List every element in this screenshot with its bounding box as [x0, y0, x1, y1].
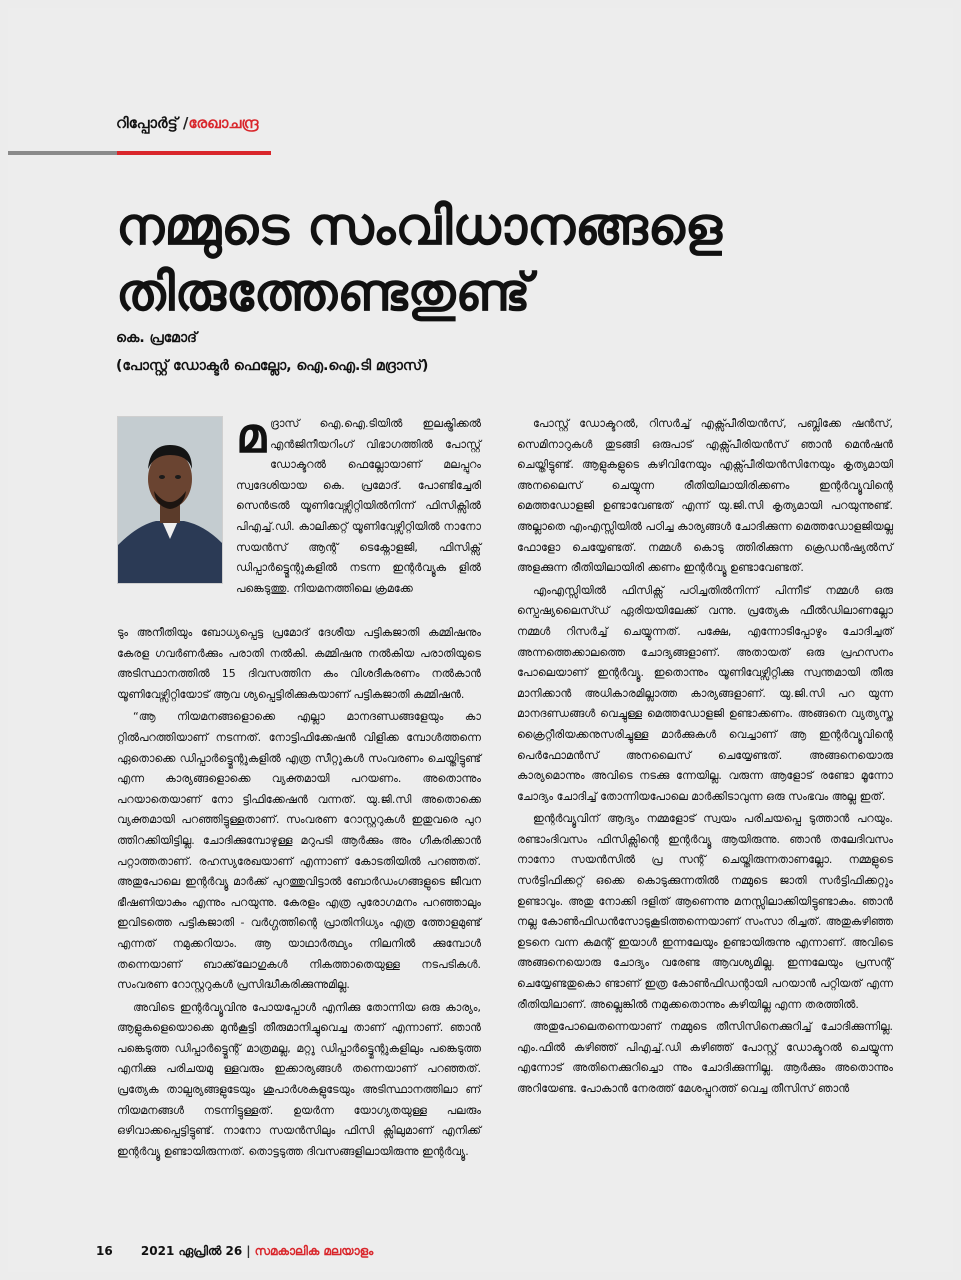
author-affiliation: (പോസ്റ്റ് ഡോക്ടര്‍ ഫെല്ലോ, ഐ.ഐ.ടി മദ്രാസ്)	[116, 358, 429, 374]
paragraph: “ആ നിയമനങ്ങളൊക്കെ എല്ലാ മാനദണ്ഡങ്ങളേയും കാ റ്റില്‍പറത്തിയാണ് നടന്നത്. നോട്ടിഫിക്കേഷന്‍ വിളിക്ക മ്പോള്‍ത്തന്നെ ഏതൊക്കെ ഡിപ്പാര്‍ട്ട്മെന്റുകളില്‍ എത്ര സീറ്റുകള്‍ സംവരണം ചെയ്തിട്ടുണ്ട് എന്ന കാര്യങ്ങളൊക്കെ വ്യക്തമായി പറയണം. അതൊന്നും പറയാതെയാണ് നോ ട്ടിഫിക്കേഷന്‍ വന്നത്. യു.ജി.സി അതൊക്കെ വ്യക്തമായി പറഞ്ഞിട്ടുള്ളതാണ്. സംവരണ റോസ്റ്ററുകള്‍ ഇതുവരെ പുറ ത്തിറക്കിയിട്ടില്ല. ചോദിക്കുമ്പോഴുള്ള മറുപടി ആര്‍ക്കും അം ഗീകരിക്കാന്‍ പറ്റാത്തതാണ്. രഹസ്യരേഖയാണ് എന്നാണ് കോടതിയില്‍ പറഞ്ഞത്. അതുപോലെ ഇന്റര്‍വ്യൂ മാര്‍ക്ക് പുറത്തുവിട്ടാല്‍ ബോര്‍ഡംഗങ്ങളുടെ ജീവന ഭീഷണിയാകും എന്നും പറയുന്നു. കേരളം എത്ര പുരോഗമനം പറഞ്ഞാലും ഇവിടത്തെ പട്ടികജാതി - വര്‍ഗ്ഗത്തിന്റെ പ്രാതിനിധ്യം എത്ര ത്തോളമുണ്ട് എന്നത് നമുക്കറിയാം. ആ യാഥാര്‍ത്ഥ്യം നിലനില്‍ ക്കുമ്പോള്‍ തന്നെയാണ് ബാക്ക്‌ലോഗുകള്‍ നികത്താതെയുള്ള നടപടികള്‍. സംവരണ റോസ്റ്ററുകള്‍ പ്രസിദ്ധീകരിക്കുന്നുമില്ല.	[117, 710, 481, 992]
article-column-intro	[236, 408, 481, 599]
section-rubric	[116, 114, 258, 132]
subsection-label: രേഖാചന്ദ്ര	[188, 114, 259, 132]
drop-cap: മ	[236, 408, 267, 464]
rubric-rule-red	[117, 151, 271, 155]
page-number: 16	[96, 1244, 113, 1258]
headline-line-1: നമ്മുടെ സംവിധാനങ്ങളെ	[116, 197, 722, 257]
paragraph: അതുപോലെതന്നെയാണ് നമ്മുടെ തീസിസിനെക്കുറിച്ച് ചോദിക്കുന്നില്ല. എം.ഫില്‍ കഴിഞ്ഞ് പിഎച്ച്.ഡി കഴിഞ്ഞ് പോസ്റ്റ് ഡോക്ടറല്‍ ചെയ്യുന്ന എന്നോട് അതിനെക്കുറിച്ചൊ ന്നും ചോദിക്കുന്നില്ല. ആര്‍ക്കും അതൊന്നും അറിയേണ്ട. പോകാന്‍ നേരത്ത് മേശപ്പുറത്ത് വെച്ച തീസിസ് ഞാന്‍	[517, 1020, 893, 1095]
publication-name: സമകാലിക മലയാളം	[254, 1244, 374, 1258]
headline-line-2: തിരുത്തേണ്ടതുണ്ട്	[116, 263, 531, 323]
section-label: റിപ്പോര്‍ട്ട്	[116, 114, 178, 132]
rubric-rule-gray	[8, 151, 117, 155]
article-column-left	[117, 623, 481, 1164]
paragraph: എംഎസ്സിയില്‍ ഫിസിക്സ് പഠിച്ചതില്‍നിന്ന് പിന്നീട് നമ്മള്‍ ഒരു സ്പെഷ്യലൈസ്ഡ് ഏരിയയിലേക്ക് വന്നു. പ്രത്യേക ഫീല്‍ഡിലാണല്ലോ നമ്മള്‍ റിസര്‍ച്ച് ചെയ്യുന്നത്. പക്ഷേ, എന്നോടിപ്പോഴും ചോദിച്ചത് അന്നത്തെക്കാലത്തെ ചോദ്യങ്ങളാണ്. അതായത് ഒരു പ്രഹസനം പോലെയാണ് ഇന്റര്‍വ്യൂ. ഇതൊന്നും യൂണിവേഴ്സിറ്റിക്കു സ്വന്തമായി തീരു മാനിക്കാന്‍ അധികാരമില്ലാത്ത കാര്യങ്ങളാണ്. യു.ജി.സി പറ യുന്ന മാനദണ്ഡങ്ങള്‍ വെച്ചുള്ള മെത്തഡോളജി ഉണ്ടാക്കണം. അങ്ങനെ വ്യത്യസ്ത ക്രൈറ്റീരിയക്കനുസരിച്ചുള്ള മാര്‍ക്കുകള്‍ വെച്ചാണ് ആ ഇന്റര്‍വ്യൂവിന്റെ പെര്‍ഫോമന്‍സ് അനലൈസ് ചെയ്യേണ്ടത്. അങ്ങനെയൊരു കാര്യമൊന്നും അവിടെ നടക്കു ന്നേയില്ല. വരുന്ന ആളോട് രണ്ടോ മൂന്നോ ചോദ്യം ചോദിച്ച് തോന്നിയപോലെ മാര്‍ക്കിടാവുന്ന ഒരു സംഭവം അല്ല ഇത്.	[517, 583, 893, 803]
paragraph: പോസ്റ്റ് ഡോക്ടറല്‍, റിസര്‍ച്ച് എക്സ്പീരിയന്‍സ്, പബ്ലിക്കേ ഷന്‍സ്, സെമിനാറുകള്‍ തുടങ്ങി ഒരുപാട് എക്സ്പീരിയന്‍സ് ഞാന്‍ മെന്‍ഷന്‍ ചെയ്തിട്ടുണ്ട്. ആളുകളുടെ കഴിവിനേയും എക്സ്പീരിയന്‍സിനേയും കൃത്യമായി അനലൈസ് ചെയ്യുന്ന രീതിയിലായിരിക്കണം ഇന്റര്‍വ്യൂവിന്റെ മെത്തഡോളജി ഉണ്ടാവേണ്ടത് എന്ന് യു.ജി.സി കൃത്യമായി പറയുന്നുണ്ട്. അല്ലാതെ എംഎസ്സിയില്‍ പഠിച്ച കാര്യങ്ങള്‍ ചോദിക്കുന്ന മെത്തഡോളജിയല്ല ഫോളോ ചെയ്യേണ്ടത്. നമ്മള്‍ കൊടു ത്തിരിക്കുന്ന ക്രെഡന്‍ഷ്യല്‍സ് അളക്കുന്ന രീതിയിലായിരി ക്കണം ഇന്റര്‍വ്യൂ ഉണ്ടാവേണ്ടത്.	[517, 417, 893, 575]
rubric-separator: /	[182, 114, 189, 132]
footer-separator: |	[246, 1244, 251, 1258]
paragraph: അവിടെ ഇന്റര്‍വ്യൂവിനു പോയപ്പോള്‍ എനിക്കു തോന്നിയ ഒരു കാര്യം, ആളുകളെയൊക്കെ മുന്‍കൂട്ടി തീരുമാനിച്ചുവെച്ച താണ് എന്നാണ്. ഞാന്‍ പങ്കെടുത്ത ഡിപ്പാര്‍ട്ട്മെന്റ് മാത്രമല്ല, മറ്റു ഡിപ്പാര്‍ട്ട്മെന്റുകളിലും പങ്കെടുത്ത എനിക്കു പരിചയമു ള്ളവരും ഇക്കാര്യങ്ങള്‍ തന്നെയാണ് പറഞ്ഞത്. പ്രത്യേക താല്പര്യങ്ങളുടേയും ശുപാര്‍ശകളുടേയും അടിസ്ഥാനത്തിലാ ണ് നിയമനങ്ങള്‍ നടന്നിട്ടുള്ളത്. ഉയര്‍ന്ന യോഗ്യതയുള്ള പലരും ഒഴിവാക്കപ്പെട്ടിട്ടുണ്ട്. നാനോ സയന്‍സിലും ഫിസി ക്സിലുമാണ് എനിക്ക് ഇന്റര്‍വ്യൂ ഉണ്ടായിരുന്നത്. തൊട്ടടുത്ത ദിവസങ്ങളിലായിരുന്നു ഇന്റര്‍വ്യൂ.	[117, 1000, 481, 1158]
article-headline	[116, 194, 876, 326]
paragraph: ടും അനീതിയും ബോധ്യപ്പെട്ട പ്രമോദ് ദേശീയ പട്ടികജാതി കമ്മിഷനും കേരള ഗവര്‍ണര്‍ക്കും പരാതി നല്‍കി. കമ്മിഷനു നല്‍കിയ പരാതിയുടെ അടിസ്ഥാനത്തില്‍ 15 ദിവസത്തിന കം വിശദീകരണം നല്‍കാന്‍ യൂണിവേഴ്സിറ്റിയോട് ആവ ശ്യപ്പെട്ടിരിക്കുകയാണ് പട്ടികജാതി കമ്മിഷന്‍.	[117, 626, 481, 701]
page-footer	[96, 1244, 373, 1259]
author-photo	[117, 416, 223, 584]
magazine-page	[8, 8, 953, 1272]
author-name: കെ. പ്രമോദ്	[116, 330, 197, 346]
issue-date: 2021 ഏപ്രില്‍ 26	[140, 1244, 243, 1258]
article-column-right	[517, 414, 893, 1102]
portrait-illustration	[118, 417, 222, 583]
paragraph: ഇന്റര്‍വ്യൂവിന് ആദ്യം നമ്മളോട് സ്വയം പരിചയപ്പെ ടുത്താന്‍ പറയും. രണ്ടാംദിവസം ഫിസിക്സിന്റെ ഇന്റര്‍വ്യൂ ആയിരുന്നു. ഞാന്‍ തലേദിവസം നാനോ സയന്‍സില്‍ പ്ര സന്റ് ചെയ്തിരുന്നതാണല്ലോ. നമ്മളുടെ സര്‍ട്ടിഫിക്കറ്റ് ഒക്കെ കൊടുക്കുന്നതില്‍ നമ്മുടെ ജാതി സര്‍ട്ടിഫിക്കറ്റും ഉണ്ടാവും. അതു നോക്കി ദളിത് ആണെന്നു മനസ്സിലാക്കിയിട്ടുണ്ടാകും. ഞാന്‍ നല്ല കോണ്‍ഫിഡന്‍സോടുകൂടിത്തന്നെയാണ് സംസാ രിച്ചത്. അതുകഴിഞ്ഞ ഉടനെ വന്ന കമന്റ് ഇയാള്‍ ഇന്നലേയും ഉണ്ടായിരുന്നു എന്നാണ്. അവിടെ അങ്ങനെയൊരു ചോദ്യം വരേണ്ട ആവശ്യമില്ല. ഇന്നലേയും പ്രസന്റ് ചെയ്യേണ്ടതുകൊ ണ്ടാണ് ഇത്ര കോണ്‍ഫിഡന്റായി പറയാന്‍ പറ്റിയത് എന്ന രീതിയിലാണ്. അല്ലെങ്കില്‍ നമുക്കതൊന്നും കഴിയില്ല എന്ന തരത്തില്‍.	[517, 812, 893, 1011]
intro-text: ദ്രാസ് ഐ.ഐ.ടിയില്‍ ഇലക്ട്രിക്കല്‍ എന്‍ജിനീയറിംഗ് വിഭാഗത്തില്‍ പോസ്റ്റ് ഡോക്ടറല്‍ ഫെല്ലോയാണ് മലപ്പുറം സ്വദേശിയായ കെ. പ്രമോദ്. പോണ്ടിച്ചേരി സെന്‍ട്രല്‍ യൂണിവേഴ്സിറ്റിയില്‍നിന്ന് ഫിസിക്സില്‍ പിഎച്ച്.ഡി. കാലിക്കറ്റ് യൂണിവേഴ്സിറ്റിയില്‍ നാനോ സയന്‍സ് ആന്റ് ടെക്നോളജി, ഫിസിക്സ് ഡിപ്പാര്‍ട്ട്മെന്റുകളില്‍ നടന്ന ഇന്റര്‍വ്യൂക ളില്‍ പങ്കെടുത്തു. നിയമനത്തിലെ ക്രമക്കേ	[236, 417, 481, 595]
